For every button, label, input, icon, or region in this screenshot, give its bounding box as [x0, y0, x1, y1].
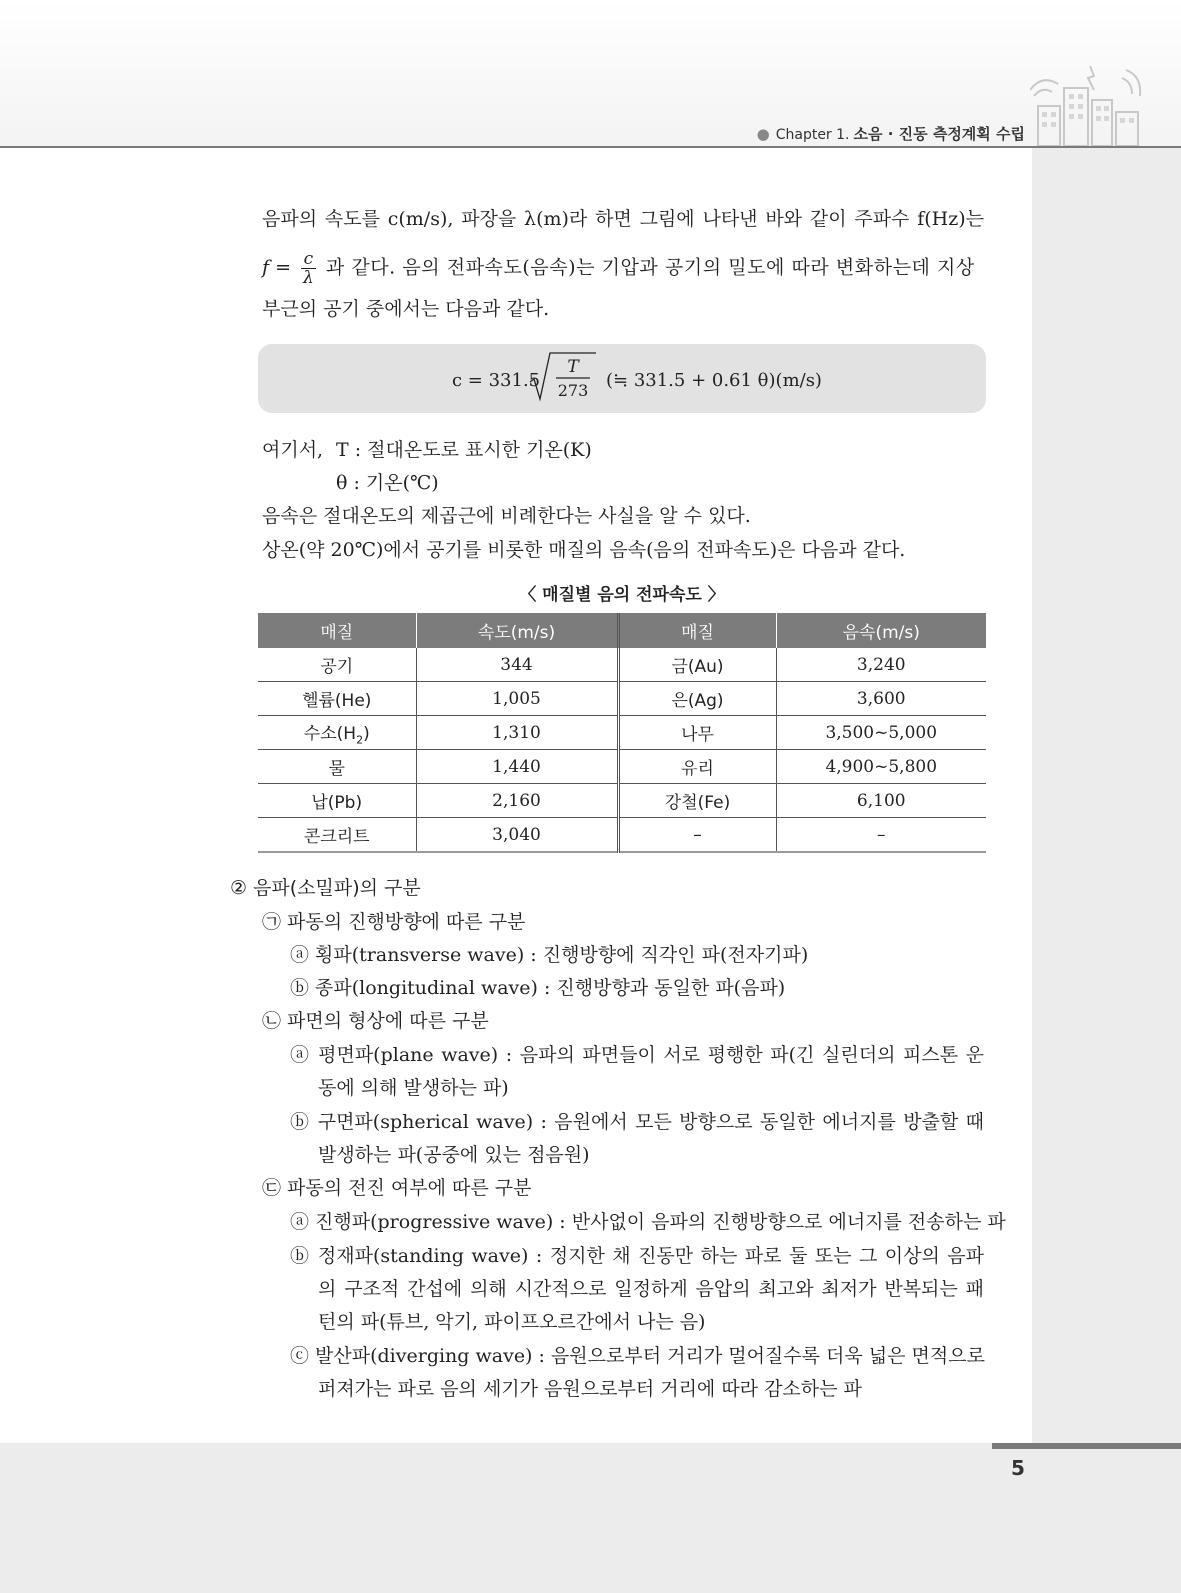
formula-denominator: 273 [557, 381, 589, 400]
header-speed-2: 음속(m/s) [776, 613, 986, 648]
speed-of-sound-formula [258, 344, 986, 413]
plane-wave-item-line-1: ⓐ 평면파(plane wave) : 음파의 파면들이 서로 평행한 파(긴 실린더의 피스톤 운 [290, 1044, 984, 1066]
footer-rule [992, 1443, 1181, 1449]
header-rule [0, 146, 1181, 148]
diverging-wave-item-line-1: ⓒ 발산파(diverging wave) : 음원으로부터 거리가 멀어질수록 더욱 넓은 면적으로 [290, 1345, 985, 1367]
section-heading: ② 음파(소밀파)의 구분 [230, 877, 421, 899]
table-row: 수소$(H_2)$ 1,310 나무 3,500~5,000 [258, 716, 986, 750]
diverging-wave-item-line-2: 퍼져가는 파로 음의 세기가 음원으로부터 거리에 따라 감소하는 파 [318, 1378, 862, 1400]
spherical-wave-item-line-2: 발생하는 파(공중에 있는 점음원) [318, 1144, 590, 1166]
hydrogen-cell: 수소$(H_2)$ [258, 716, 416, 750]
city-buildings-icon [1030, 60, 1145, 146]
bullet-icon: ● [756, 125, 770, 143]
table-header-row [258, 613, 986, 648]
intro-line-1: 음파의 속도를 c(m/s), 파장을 λ(m)라 하면 그림에 나타낸 바와 같이 주파수 f(Hz)는 [262, 208, 984, 230]
subsection-a-title: ㉠ 파동의 진행방향에 따른 구분 [262, 911, 526, 933]
header-speed-1: 속도(m/s) [416, 613, 618, 648]
table-row: 콘크리트 3,040 – – [258, 818, 986, 853]
formula-numerator: T [567, 357, 579, 377]
standing-wave-item-line-3: 턴의 파(튜브, 악기, 파이프오르간에서 나는 음) [318, 1311, 706, 1333]
formula-rhs: (≒ 331.5 + 0.61 θ)(m/s) [606, 370, 822, 391]
standing-wave-item-line-1: ⓑ 정재파(standing wave) : 정지한 채 진동만 하는 파로 둘 또는 그 이상의 음파 [290, 1245, 984, 1267]
footer-band [0, 1443, 1181, 1593]
t-definition: T : 절대온도로 표시한 기온(K) [336, 439, 592, 461]
table-row: 물 1,440 유리 4,900~5,800 [258, 750, 986, 784]
longitudinal-wave-item: ⓑ 종파(longitudinal wave) : 진행방향과 동일한 파(음파) [290, 977, 786, 999]
plane-wave-item-line-2: 동에 의해 발생하는 파) [318, 1077, 509, 1099]
header-medium-1: 매질 [258, 613, 416, 648]
intro-line-3: 부근의 공기 중에서는 다음과 같다. [262, 298, 550, 320]
table-row: 납(Pb) 2,160 강철(Fe) 6,100 [258, 784, 986, 818]
intro-line-2 [262, 250, 984, 287]
side-strip [1032, 148, 1181, 1443]
frequency-symbol: f = [262, 256, 291, 279]
table-intro: 상온(약 20℃)에서 공기를 비롯한 매질의 음속(음의 전파속도)은 다음과 같다. [262, 539, 906, 561]
formula-box [258, 344, 986, 413]
table-row: 공기 344 금(Au) 3,240 [258, 648, 986, 682]
theta-definition: θ : 기온(℃) [336, 472, 439, 494]
chapter-prefix: Chapter 1. [775, 127, 850, 143]
chapter-title: 소음 · 진동 측정계획 수립 [853, 125, 1025, 143]
standing-wave-item-line-2: 의 구조적 간섭에 의해 시간적으로 일정하게 음압의 최고와 최저가 반복되는 패 [318, 1278, 984, 1300]
subsection-c-title: ㉢ 파동의 전진 여부에 따른 구분 [262, 1177, 532, 1199]
page-number: 5 [1011, 1456, 1025, 1480]
transverse-wave-item: ⓐ 횡파(transverse wave) : 진행방향에 직각인 파(전자기파) [290, 944, 809, 966]
sqrt-note: 음속은 절대온도의 제곱근에 비례한다는 사실을 알 수 있다. [262, 505, 751, 527]
formula-lhs: c = 331.5 [452, 370, 541, 391]
subsection-b-title: ㉡ 파면의 형상에 따른 구분 [262, 1010, 489, 1032]
c-over-lambda-fraction: $\frac{c}{\lambda}$ [303, 249, 314, 288]
sound-speed-table [258, 613, 986, 853]
intro-line-2-text: 과 같다. 음의 전파속도(음속)는 기압과 공기의 밀도에 따라 변화하는데 지상 [325, 256, 975, 279]
progressive-wave-item: ⓐ 진행파(progressive wave) : 반사없이 음파의 진행방향으로 에너지를 전송하는 파 [290, 1211, 1006, 1233]
chapter-header [757, 123, 1025, 144]
where-label: 여기서, [262, 439, 324, 461]
table-caption: 〈 매질별 음의 전파속도 〉 [519, 585, 725, 605]
table-row: 헬륨(He) 1,005 은(Ag) 3,600 [258, 682, 986, 716]
header-medium-2: 매질 [618, 613, 776, 648]
spherical-wave-item-line-1: ⓑ 구면파(spherical wave) : 음원에서 모든 방향으로 동일한 에너지를 방출할 때 [290, 1111, 984, 1133]
